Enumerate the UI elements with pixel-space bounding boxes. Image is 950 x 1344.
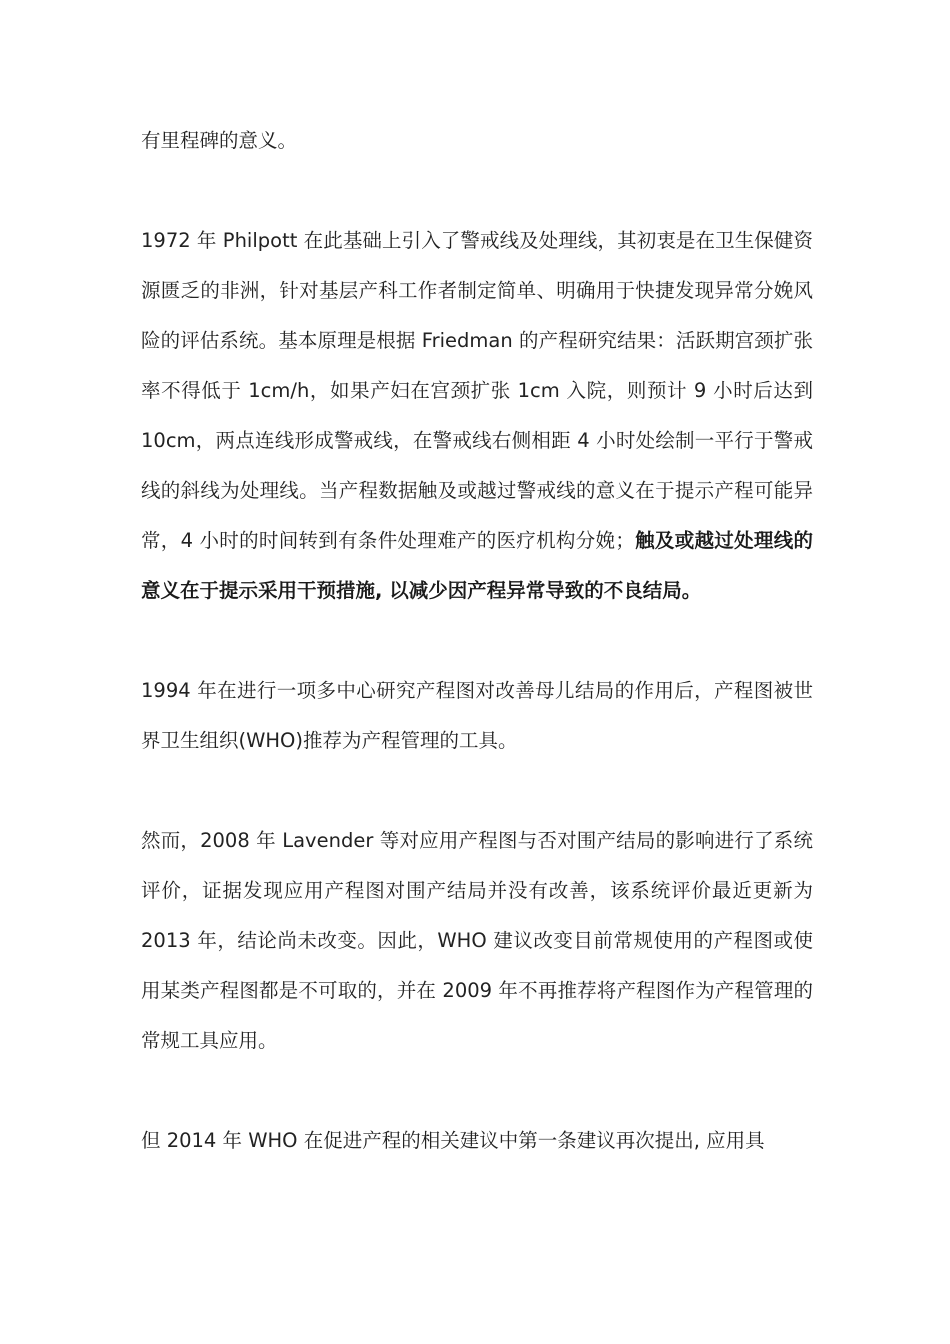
document-body (141, 116, 813, 1166)
paragraph-5 (141, 1116, 813, 1166)
paragraph-4-text: 然而，2008 年 Lavender 等对应用产程图与否对围产结局的影响进行了系统评价，证据发现应用产程图对围产结局并没有改善，该系统评价最近更新为 2013 年，结论尚未改变。因此，WHO 建议改变目前常规使用的产程图或使用某类产程图都是不可取的，并在 2009 年不再推荐将产程图作为产程管理的常规工具应用。 (141, 829, 813, 1052)
paragraph-1-text: 有里程碑的意义。 (141, 129, 298, 152)
paragraph-2-text: 1972 年 Philpott 在此基础上引入了警戒线及处理线，其初衷是在卫生保健资源匮乏的非洲，针对基层产科工作者制定简单、明确用于快捷发现异常分娩风险的评估系统。基本原理是根据 Friedman 的产程研究结果：活跃期宫颈扩张率不得低于 1cm/h，如果产妇在宫颈扩张 1cm 入院，则预计 9 小时后达到 10cm，两点连线形成警戒线，在警戒线右侧相距 4 小时处绘制一平行于警戒线的斜线为处理线。当产程数据触及或越过警戒线的意义在于提示产程可能异常，4 小时的时间转到有条件处理难产的医疗机构分娩； (141, 229, 813, 552)
paragraph-1 (141, 116, 813, 166)
paragraph-2-bold-text: 触及或越过处理线的意义在于提示采用干预措施, 以减少因产程异常导致的不良结局。 (141, 529, 813, 602)
paragraph-3-text: 1994 年在进行一项多中心研究产程图对改善母儿结局的作用后，产程图被世界卫生组织(WHO)推荐为产程管理的工具。 (141, 679, 813, 752)
paragraph-5-text: 但 2014 年 WHO 在促进产程的相关建议中第一条建议再次提出, 应用具 (141, 1129, 765, 1152)
paragraph-4 (141, 816, 813, 1066)
paragraph-2 (141, 216, 813, 616)
paragraph-3 (141, 666, 813, 766)
